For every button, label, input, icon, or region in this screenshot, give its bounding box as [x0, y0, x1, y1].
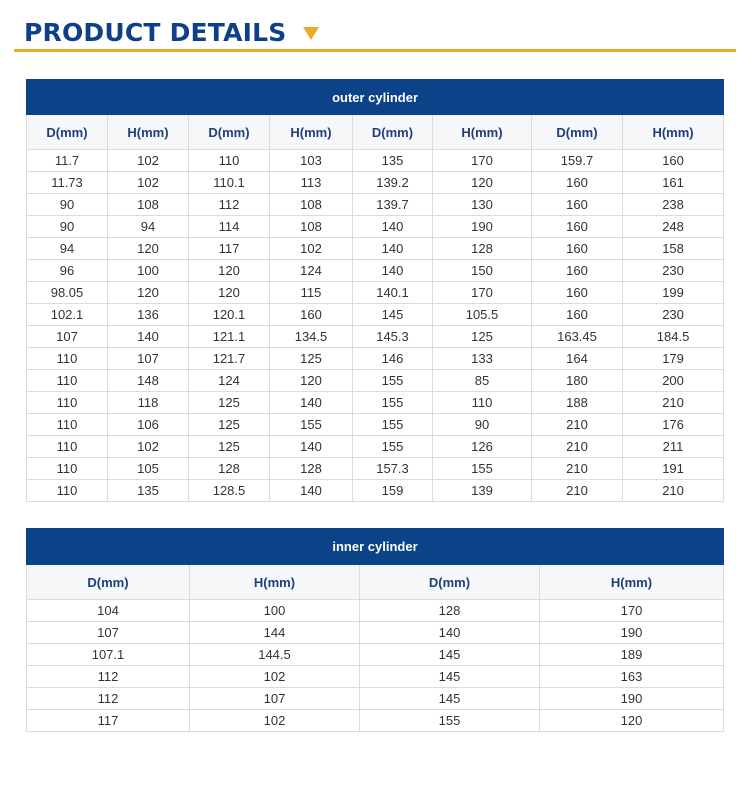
table-cell: 120	[540, 710, 724, 732]
table-cell: 210	[623, 480, 724, 502]
section-header	[24, 14, 319, 50]
table-cell: 139	[433, 480, 532, 502]
table-cell: 108	[108, 194, 189, 216]
table-cell: 125	[189, 414, 270, 436]
table-cell: 189	[540, 644, 724, 666]
table-cell: 110	[27, 370, 108, 392]
table-cell: 150	[433, 260, 532, 282]
table-cell: 145	[353, 304, 433, 326]
table-cell: 230	[623, 304, 724, 326]
table-cell: 107	[190, 688, 360, 710]
table-cell: 160	[270, 304, 353, 326]
table-cell: 210	[532, 436, 623, 458]
table-cell: 125	[189, 436, 270, 458]
table-cell: 107	[27, 622, 190, 644]
table-cell: 102	[108, 436, 189, 458]
table-cell: 125	[189, 392, 270, 414]
table-cell: 140	[360, 622, 540, 644]
table-cell: 160	[532, 238, 623, 260]
outer-column-header: H(mm)	[433, 115, 532, 150]
table-cell: 190	[540, 688, 724, 710]
table-cell: 110	[27, 458, 108, 480]
table-cell: 145	[360, 666, 540, 688]
table-cell: 112	[27, 666, 190, 688]
table-cell: 120	[108, 238, 189, 260]
table-cell: 128	[433, 238, 532, 260]
table-cell: 155	[360, 710, 540, 732]
table-cell: 161	[623, 172, 724, 194]
inner-column-header: D(mm)	[360, 565, 540, 600]
table-cell: 133	[433, 348, 532, 370]
table-cell: 120	[433, 172, 532, 194]
table-cell: 130	[433, 194, 532, 216]
table-cell: 128	[360, 600, 540, 622]
inner-cylinder-table	[26, 528, 724, 732]
inner-column-header: H(mm)	[540, 565, 724, 600]
table-cell: 155	[353, 436, 433, 458]
table-cell: 176	[623, 414, 724, 436]
table-cell: 113	[270, 172, 353, 194]
table-row	[27, 172, 724, 194]
table-row	[27, 666, 724, 688]
table-row	[27, 304, 724, 326]
table-cell: 145.3	[353, 326, 433, 348]
table-cell: 108	[270, 194, 353, 216]
table-cell: 94	[27, 238, 108, 260]
table-cell: 190	[540, 622, 724, 644]
table-cell: 128	[189, 458, 270, 480]
table-cell: 126	[433, 436, 532, 458]
table-cell: 140	[270, 392, 353, 414]
table-cell: 103	[270, 150, 353, 172]
table-cell: 110	[27, 436, 108, 458]
table-cell: 139.2	[353, 172, 433, 194]
table-cell: 110	[433, 392, 532, 414]
table-cell: 85	[433, 370, 532, 392]
table-cell: 117	[27, 710, 190, 732]
table-cell: 160	[532, 282, 623, 304]
table-row	[27, 216, 724, 238]
table-row	[27, 600, 724, 622]
table-cell: 140.1	[353, 282, 433, 304]
outer-column-header: H(mm)	[108, 115, 189, 150]
table-cell: 190	[433, 216, 532, 238]
table-cell: 102	[108, 172, 189, 194]
table-cell: 112	[189, 194, 270, 216]
table-cell: 94	[108, 216, 189, 238]
table-cell: 135	[353, 150, 433, 172]
table-cell: 121.1	[189, 326, 270, 348]
table-cell: 11.7	[27, 150, 108, 172]
table-cell: 121.7	[189, 348, 270, 370]
outer-column-header: D(mm)	[27, 115, 108, 150]
header-divider	[14, 49, 736, 52]
table-cell: 110	[189, 150, 270, 172]
table-cell: 160	[532, 194, 623, 216]
table-cell: 155	[353, 392, 433, 414]
table-cell: 108	[270, 216, 353, 238]
table-cell: 145	[360, 644, 540, 666]
table-cell: 159.7	[532, 150, 623, 172]
table-row	[27, 622, 724, 644]
table-cell: 112	[27, 688, 190, 710]
table-cell: 110	[27, 348, 108, 370]
table-cell: 134.5	[270, 326, 353, 348]
table-cell: 158	[623, 238, 724, 260]
table-cell: 160	[532, 216, 623, 238]
table-cell: 107	[27, 326, 108, 348]
table-cell: 125	[433, 326, 532, 348]
inner-table-body	[27, 600, 724, 732]
table-cell: 155	[270, 414, 353, 436]
table-row	[27, 710, 724, 732]
table-cell: 179	[623, 348, 724, 370]
table-cell: 211	[623, 436, 724, 458]
table-row	[27, 238, 724, 260]
table-cell: 160	[532, 304, 623, 326]
table-cell: 155	[353, 414, 433, 436]
table-cell: 148	[108, 370, 189, 392]
table-cell: 120	[108, 282, 189, 304]
table-row	[27, 194, 724, 216]
table-cell: 188	[532, 392, 623, 414]
table-cell: 100	[190, 600, 360, 622]
table-cell: 104	[27, 600, 190, 622]
outer-table-title: outer cylinder	[27, 80, 724, 115]
table-row	[27, 480, 724, 502]
table-cell: 160	[532, 172, 623, 194]
table-cell: 191	[623, 458, 724, 480]
table-cell: 106	[108, 414, 189, 436]
table-cell: 107.1	[27, 644, 190, 666]
table-cell: 90	[27, 216, 108, 238]
outer-column-header: H(mm)	[623, 115, 724, 150]
outer-header-row	[27, 115, 724, 150]
table-cell: 120.1	[189, 304, 270, 326]
outer-column-header: D(mm)	[532, 115, 623, 150]
table-cell: 114	[189, 216, 270, 238]
table-cell: 120	[189, 260, 270, 282]
table-row	[27, 326, 724, 348]
table-row	[27, 688, 724, 710]
table-cell: 124	[189, 370, 270, 392]
table-cell: 210	[532, 480, 623, 502]
table-cell: 124	[270, 260, 353, 282]
table-cell: 96	[27, 260, 108, 282]
table-cell: 146	[353, 348, 433, 370]
table-cell: 102	[270, 238, 353, 260]
outer-cylinder-table	[26, 79, 724, 502]
table-cell: 110	[27, 480, 108, 502]
table-row	[27, 282, 724, 304]
table-cell: 157.3	[353, 458, 433, 480]
table-cell: 145	[360, 688, 540, 710]
table-cell: 199	[623, 282, 724, 304]
table-cell: 128.5	[189, 480, 270, 502]
table-cell: 135	[108, 480, 189, 502]
table-cell: 117	[189, 238, 270, 260]
table-cell: 210	[532, 458, 623, 480]
table-cell: 100	[108, 260, 189, 282]
table-cell: 110	[27, 414, 108, 436]
table-row	[27, 260, 724, 282]
table-cell: 140	[270, 480, 353, 502]
table-cell: 120	[270, 370, 353, 392]
table-row	[27, 436, 724, 458]
table-cell: 125	[270, 348, 353, 370]
inner-header-row	[27, 565, 724, 600]
table-cell: 102	[108, 150, 189, 172]
table-cell: 163.45	[532, 326, 623, 348]
table-cell: 144	[190, 622, 360, 644]
table-cell: 139.7	[353, 194, 433, 216]
table-cell: 115	[270, 282, 353, 304]
table-cell: 128	[270, 458, 353, 480]
table-cell: 155	[353, 370, 433, 392]
table-cell: 140	[353, 216, 433, 238]
table-cell: 170	[540, 600, 724, 622]
table-cell: 105	[108, 458, 189, 480]
table-cell: 110.1	[189, 172, 270, 194]
table-cell: 140	[353, 238, 433, 260]
outer-table-body	[27, 150, 724, 502]
table-cell: 160	[532, 260, 623, 282]
table-cell: 170	[433, 282, 532, 304]
triangle-down-icon	[303, 27, 319, 40]
table-cell: 230	[623, 260, 724, 282]
table-cell: 248	[623, 216, 724, 238]
inner-column-header: H(mm)	[190, 565, 360, 600]
page-title: PRODUCT DETAILS	[24, 17, 287, 47]
table-cell: 136	[108, 304, 189, 326]
table-cell: 102	[190, 710, 360, 732]
table-cell: 210	[623, 392, 724, 414]
table-cell: 140	[270, 436, 353, 458]
table-cell: 200	[623, 370, 724, 392]
table-cell: 98.05	[27, 282, 108, 304]
table-row	[27, 414, 724, 436]
table-cell: 170	[433, 150, 532, 172]
table-row	[27, 370, 724, 392]
table-cell: 110	[27, 392, 108, 414]
table-cell: 140	[353, 260, 433, 282]
table-cell: 163	[540, 666, 724, 688]
table-cell: 90	[27, 194, 108, 216]
table-row	[27, 644, 724, 666]
outer-column-header: D(mm)	[189, 115, 270, 150]
inner-table-title: inner cylinder	[27, 529, 724, 565]
table-row	[27, 458, 724, 480]
inner-column-header: D(mm)	[27, 565, 190, 600]
table-cell: 118	[108, 392, 189, 414]
table-cell: 107	[108, 348, 189, 370]
table-cell: 102	[190, 666, 360, 688]
table-cell: 105.5	[433, 304, 532, 326]
table-cell: 159	[353, 480, 433, 502]
table-cell: 184.5	[623, 326, 724, 348]
table-cell: 144.5	[190, 644, 360, 666]
table-cell: 120	[189, 282, 270, 304]
table-cell: 155	[433, 458, 532, 480]
table-row	[27, 348, 724, 370]
table-row	[27, 150, 724, 172]
table-cell: 140	[108, 326, 189, 348]
outer-column-header: H(mm)	[270, 115, 353, 150]
table-cell: 180	[532, 370, 623, 392]
table-cell: 90	[433, 414, 532, 436]
table-cell: 238	[623, 194, 724, 216]
table-cell: 102.1	[27, 304, 108, 326]
table-cell: 11.73	[27, 172, 108, 194]
table-cell: 210	[532, 414, 623, 436]
table-row	[27, 392, 724, 414]
outer-column-header: D(mm)	[353, 115, 433, 150]
table-cell: 160	[623, 150, 724, 172]
table-cell: 164	[532, 348, 623, 370]
